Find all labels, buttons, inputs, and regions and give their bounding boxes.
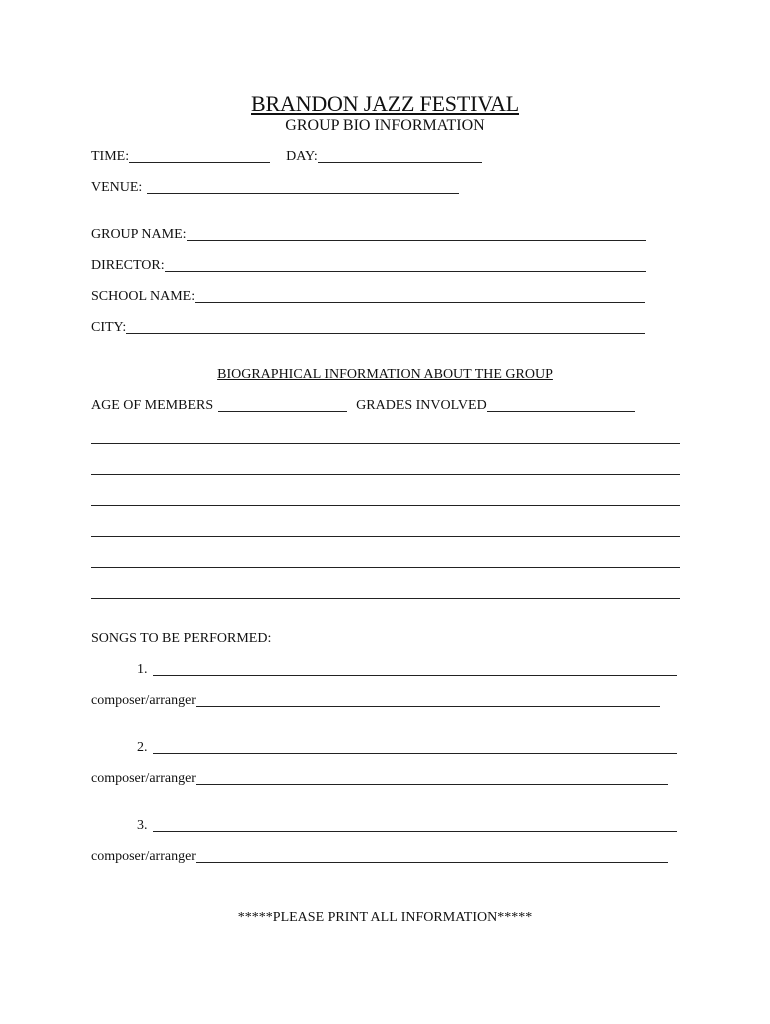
composer-2-label: composer/arranger xyxy=(91,771,196,786)
group-name-label: GROUP NAME: xyxy=(91,227,187,242)
composer-3-label: composer/arranger xyxy=(91,849,196,864)
bio-line-3[interactable] xyxy=(91,505,680,506)
composer-1-blank[interactable] xyxy=(196,693,660,707)
form-title: BRANDON JAZZ FESTIVAL xyxy=(251,91,519,116)
bio-line-2[interactable] xyxy=(91,474,680,475)
composer-1-row xyxy=(91,693,660,709)
grades-blank[interactable] xyxy=(487,398,635,412)
time-label: TIME: xyxy=(91,149,130,164)
school-name-row xyxy=(91,289,645,305)
song-2-blank[interactable] xyxy=(153,740,677,754)
print-note: *****PLEASE PRINT ALL INFORMATION***** xyxy=(237,910,533,925)
city-row xyxy=(91,320,645,336)
time-blank[interactable] xyxy=(129,149,270,163)
song-1-row xyxy=(137,662,677,678)
school-name-blank[interactable] xyxy=(195,289,645,303)
venue-row xyxy=(91,180,459,196)
venue-label: VENUE: xyxy=(91,180,143,195)
group-name-row xyxy=(91,227,646,243)
age-grades-row xyxy=(91,398,635,414)
composer-1-label: composer/arranger xyxy=(91,693,196,708)
bio-line-5[interactable] xyxy=(91,567,680,568)
song-3-blank[interactable] xyxy=(153,818,677,832)
group-name-blank[interactable] xyxy=(187,227,646,241)
director-row xyxy=(91,258,646,274)
city-blank[interactable] xyxy=(126,320,645,334)
form-subtitle: GROUP BIO INFORMATION xyxy=(285,117,485,134)
age-blank[interactable] xyxy=(218,398,347,412)
song-1-blank[interactable] xyxy=(153,662,677,676)
composer-2-row xyxy=(91,771,668,787)
bio-line-6[interactable] xyxy=(91,598,680,599)
city-label: CITY: xyxy=(91,320,127,335)
day-label: DAY: xyxy=(286,149,318,164)
director-blank[interactable] xyxy=(165,258,646,272)
venue-blank[interactable] xyxy=(147,180,459,194)
school-name-label: SCHOOL NAME: xyxy=(91,289,196,304)
song-2-number: 2. xyxy=(137,740,148,755)
bio-line-4[interactable] xyxy=(91,536,680,537)
song-1-number: 1. xyxy=(137,662,148,677)
song-3-row xyxy=(137,818,677,834)
composer-2-blank[interactable] xyxy=(196,771,668,785)
song-2-row xyxy=(137,740,677,756)
songs-heading-row xyxy=(91,631,271,647)
day-blank[interactable] xyxy=(318,149,482,163)
bio-line-1[interactable] xyxy=(91,443,680,444)
bio-heading: BIOGRAPHICAL INFORMATION ABOUT THE GROUP xyxy=(217,367,553,382)
song-3-number: 3. xyxy=(137,818,148,833)
composer-3-blank[interactable] xyxy=(196,849,668,863)
composer-3-row xyxy=(91,849,668,865)
director-label: DIRECTOR: xyxy=(91,258,165,273)
grades-label: GRADES INVOLVED xyxy=(356,398,487,413)
time-day-row xyxy=(91,149,482,165)
songs-heading: SONGS TO BE PERFORMED: xyxy=(91,631,272,646)
age-label: AGE OF MEMBERS xyxy=(91,398,214,413)
